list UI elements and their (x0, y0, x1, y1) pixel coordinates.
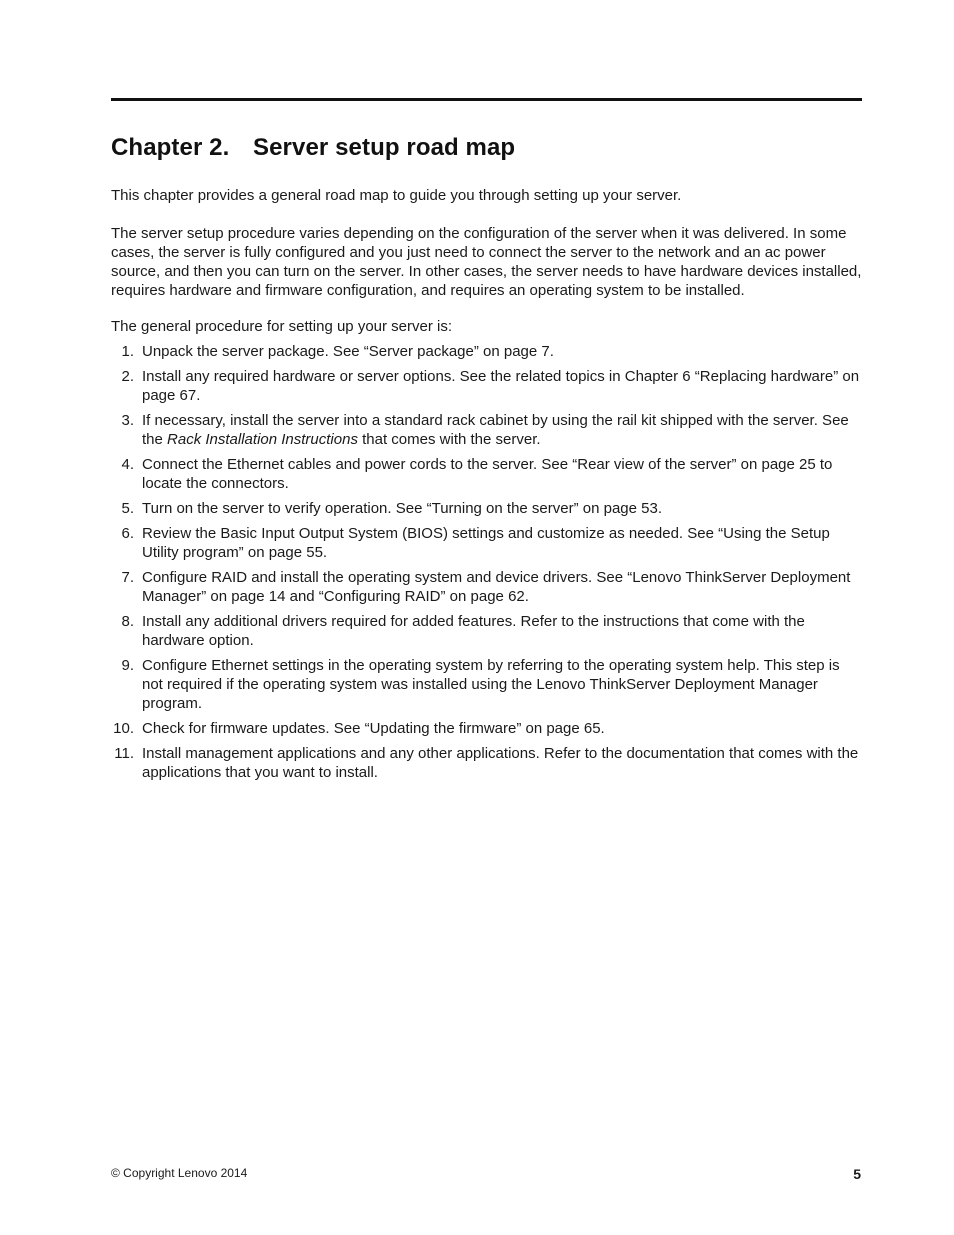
chapter-heading (111, 134, 515, 162)
list-item (111, 744, 862, 782)
list-item (111, 342, 862, 361)
footer-copyright: © Copyright Lenovo 2014 (111, 1166, 248, 1180)
setup-steps-list (111, 342, 862, 788)
list-item (111, 656, 862, 713)
step-text-pre: If necessary, install the server into a standard rack cabinet by using the rail kit shipped with the server. See the (142, 412, 849, 448)
rack-instructions-title: Rack Installation Instructions (167, 431, 358, 448)
page-number: 5 (853, 1166, 861, 1182)
step-text (142, 411, 864, 449)
step-text: Install any required hardware or server options. See the related topics in Chapter 6 “Replacing hardware” on page 67. (142, 368, 860, 404)
step-text-post: that comes with the server. (357, 431, 541, 448)
step-text: Configure Ethernet settings in the operating system by referring to the operating system help. This step is not required if the operating system was installed using the Lenovo ThinkServer Deployment Manager program. (142, 657, 840, 712)
list-item (111, 455, 862, 493)
list-item (111, 499, 862, 518)
list-item (111, 411, 862, 449)
list-item (111, 524, 862, 562)
step-number: 6. (121, 525, 134, 542)
step-number: 2. (121, 368, 134, 385)
list-item (111, 612, 862, 650)
chapter-title: Server setup road map (253, 134, 516, 161)
step-number: 10. (113, 720, 134, 737)
list-item (111, 568, 862, 606)
chapter-rule (111, 98, 862, 101)
intro-paragraph: This chapter provides a general road map to guide you through setting up your server. (111, 187, 682, 204)
step-number: 7. (121, 569, 134, 586)
step-number: 4. (121, 456, 134, 473)
step-number: 5. (121, 500, 134, 517)
step-text: Unpack the server package. See “Server package” on page 7. (142, 343, 554, 360)
step-text: Install management applications and any other applications. Refer to the documentation that comes with the applications that you want to install. (142, 745, 859, 781)
step-text: Turn on the server to verify operation. See “Turning on the server” on page 53. (142, 500, 663, 517)
step-text: Check for firmware updates. See “Updating the firmware” on page 65. (142, 720, 605, 737)
procedure-lead-in: The general procedure for setting up your server is: (111, 318, 453, 335)
step-text: Review the Basic Input Output System (BIOS) settings and customize as needed. See “Using the Setup Utility program” on page 55. (142, 525, 830, 561)
step-number: 11. (114, 745, 134, 762)
step-number: 1. (121, 343, 134, 360)
list-item (111, 367, 862, 405)
step-text: Connect the Ethernet cables and power cords to the server. See “Rear view of the server” on page 25 to locate the connectors. (142, 456, 833, 492)
step-text: Install any additional drivers required for added features. Refer to the instructions that come with the hardware option. (142, 613, 805, 649)
step-number: 3. (121, 412, 134, 429)
step-number: 9. (121, 657, 134, 674)
step-number: 8. (121, 613, 134, 630)
list-item (111, 719, 862, 738)
setup-procedure-paragraph: The server setup procedure varies depending on the configuration of the server when it was delivered. In some cases, the server is fully configured and you just need to connect the server to the network and an ac power source, and then you can turn on the server. In other cases, the server needs to have hardware devices installed, requires hardware and firmware configuration, and requires an operating system to be installed. (111, 225, 862, 299)
step-text: Configure RAID and install the operating system and device drivers. See “Lenovo ThinkServer Deployment Manager” on page 14 and “Configuring RAID” on page 62. (142, 569, 851, 605)
chapter-number: Chapter 2. (111, 134, 230, 161)
